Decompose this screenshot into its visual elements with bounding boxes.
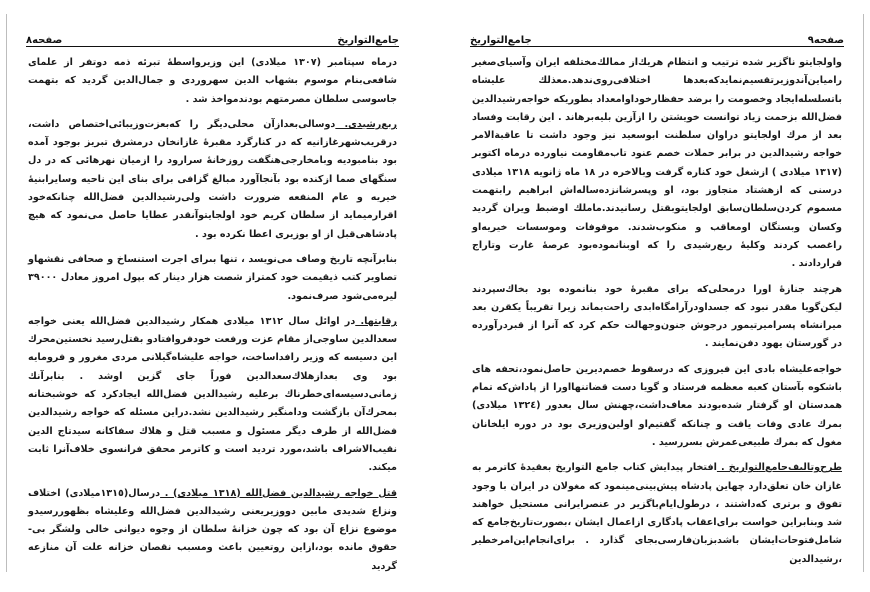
running-title: جامع‌التواريخ xyxy=(470,35,532,46)
paragraph-heading: طرح‌وتاليف‌جامع‌التواريخ . xyxy=(716,462,842,474)
paragraph-text: خواجه‌عليشاه بادى اين فيروزى كه درسقوط خصم‌ديرين حاصل‌نمود،تحفه هاى باشكوه بآستان كعبه معظمه فرستاد و گويا دست قضاتنهااورا از پاداش‌كه تمام همدستان او گرفتار شده‌بودند معاف‌داشت،چهنش سال بعدور (١٣٢٤ ميلادى) بمرك عادى وفات يافت و چنانكه گفتيم‌او اولين‌وزيرى بود در دوره ايلخانان مغول كه بمرك طبيعى‌عمرش بسررسيد . xyxy=(472,363,842,448)
paragraph-text: افتخار پيدايش كتاب جامع التواريخ بعقيدهٔ كاترمر به غازان خان تعلق‌دارد چهاين پادشاه پيش‌بينى‌مينمود كه مغولان در ايران با وجود تفوق و برترى كه‌داشتند ، درطول‌ايام‌باگزير در عنصرايرانى مستحيل خواهند شد وبنابراين خواست براى‌اعقاب پادگارى ازاعمال ايشان ،بصورت‌تاريخ‌جامع كه شامل‌فتوحات‌ايشان باشدبزبان‌فارسى‌بجاى گذارد . براى‌انجام‌اين‌امرخطير ،رشيدالدين xyxy=(472,462,842,565)
page-number: صفحه‌٨ xyxy=(26,35,63,46)
paragraph-text: در اوائل سال ١٣١٢ ميلادى همكار رشيدالدين فضل‌الله يعنى خواجه سعدالدين ساوجى‌از مقام عزت ورفعت خودفروافتادو بقتل‌رسيد نخستين‌محرك اين دسيسه كه وزير رافداساخت، خواجه عليشاه‌گيلانى مردى مغرور و فرومايه بود وى بعدازهلاك‌سعدالدين فوراً جاى گزين اوشد . بنابرآنك زمانى‌دسيسه‌اى‌خطرناك برعليه رشيدالدين فضل‌الله ايجادكرد كه خوشبختانه بمحرك‌آن بازگشت ودامنگير رشيدالدين نشد.دراين مسئله كه خواجه رشيدالدين فضل‌الله از طرف ديگر مسئول و مسبب قتل و هلاك سفاكانه سيدتاج الدين نقيب‌الاشراف باشد،مورد ترديد است و كاترمر محقق فرانسوى خلاف‌آنرا ثابت ميكند. xyxy=(28,315,397,474)
paragraph xyxy=(472,361,842,452)
paragraph xyxy=(28,116,397,244)
paragraph xyxy=(472,54,842,274)
paragraph-text: هرچند جنازهٔ اورا درمحلى‌كه براى مقبرهٔ خود بنانموده بود بخاك‌سپردند ليكن‌گويا مقدر نبود كه جسداودرآرامگاه‌ابدى راحت‌بماند زيرا تقريباً يكقرن بعد ميرانشاه پسرامير‌تيمور درجوش جنون‌وجهالت حكم كرد كه آنرا از قبردرآورده در گورستان يهود دفن‌نمايند . xyxy=(472,283,842,350)
paragraph xyxy=(28,313,397,478)
page-number: صفحه‌٩ xyxy=(807,35,844,46)
running-title: جامع‌التواريخ xyxy=(337,35,399,46)
paragraph-heading: ربع‌رشيدى. xyxy=(335,118,397,130)
left-page xyxy=(6,14,419,572)
paragraph xyxy=(28,54,397,109)
paragraph xyxy=(472,281,842,354)
paragraph xyxy=(28,251,397,306)
page-header xyxy=(26,28,399,47)
paragraph-text: واولجايتو ناگزير شده ترتيب و انتظام هريك‌از ممالك‌مختلفه ايران وآسياى‌صغير رامياين‌آندوزيرتقسيم‌نمايدكه‌بعدها اختلافى‌روى‌ندهد.معذلك عليشاه باتسلسله‌ايجاد وخصومت را برضد حفظارخوداوامعداد بطوريكه خواجه‌رشيدالدين فضل‌الله بزحمت زياد توانست خويشتن را ازآزين بليه‌برهاند . اين رقابت وفساد بعد از مرك اولجايتو دراوان سلطنت ابوسعيد نيز وجود داشت تا عاقبةالامر خواجه رشيدالدين در برابر حملات خصم عنود تاب‌مقاومت نياورده درماه اكتوبر (١٣١٧ ميلادى ) ازشغل خود كناره گرفت وبالاخره در ١٨ ماه ژانويه ١٣١٨ ميلادى درسنى كه ازهشتاد متجاوز بود، او وپسرشانزده‌ساله‌اش ابراهيم رابتهمت مسموم كردن‌سلطان‌سابق اولجايتوبقتل رسانيدند.ماملك اوضبط ويران گرديد وكسان وبستگان اومعاقب و منكوب‌شدند. موقوفات وموسسات خيريه‌او راغصب كردند وكليهٔ ربع‌رشيدى را كه اوبنانموده‌بود عرصهٔ غارت وتاراج قراردادند . xyxy=(472,57,843,270)
paragraph-heading: رقابتها. xyxy=(355,315,397,327)
paragraph-heading: قتل خواجه رشيدالدين فضل‌الله (١٣١٨ ميلادى) . xyxy=(160,487,397,499)
book-gutter xyxy=(419,0,450,592)
paragraph-text: بنابر‌آنچه تاريخ وصاف مى‌نويسد ، تنها بىراى اجرت استنساخ و صحافى نقشهاو تصاوير كتب ذيقيمت خود كمتراز شصت هزار دينار كه بپول امروز معادل ٣٩٠٠٠ ليره‌مى‌شود صرف‌نمود. xyxy=(28,253,397,302)
paragraph xyxy=(472,459,842,569)
paragraph-text: دوسالى‌بعدازآن محلى‌ديگر را كه‌بعزت‌وزيبائى‌اختصاص داشت، درقريب‌شهرغازانيه كه در كنارگرد مقبرهٔ غازانخان درمشرق تبريز بوجود آمده بود بنامبوديه وبامخارجى‌هنگفت روزخانهٔ سرارود را ازميان نهرهائى كه در دل سنگهاى صما ازكنده بود بآنجاآورد مبالغ گزافى براى بناى اين ناحيه وسايرابنيهٔ خيريه و عام المنفعه ضرورت داشت ولى‌رشيدالدين فضل‌الله چنانكه‌خود اقرارميمايد از سلطان كريم خود اولجايتوآنقدر عطايا حاصل مى‌نمود كه هيچ پادشاهى‌قبل از او بوزيرى اعطا نكرده بود . xyxy=(28,118,397,240)
paragraph-text: درماه سپتامبر (١٣٠٧ ميلادى) اين وزيرواسطهٔ تبرئه ذمه دوتفر از علماى شافعى‌بنام موسوم بشهاب الدين سهروردى و جمال‌الدين گرديد كه بتهمت جاسوسى سلطان مصرمتهم بودندمواخذ شد . xyxy=(28,57,397,105)
right-page xyxy=(450,14,864,572)
paragraph xyxy=(28,485,397,572)
page-body xyxy=(472,54,842,572)
page-header xyxy=(470,28,844,47)
page-body xyxy=(28,54,397,572)
paragraph-text: درسال(١٣١٥ميلادى) اختلاف ونزاع شديدى مابين دووزيريعنى رشيدالدين فضل‌الله وعليشاه بظهوررسيدو موضوع نزاع آن بود كه چون خزانهٔ سلطان از وجوه ديوانى خالى ولشگر بى- حقوق مانده بود،ازاين روتعيين باعث ومسبب نقصان خزانه علت آن منازعه گرديد xyxy=(28,487,397,572)
